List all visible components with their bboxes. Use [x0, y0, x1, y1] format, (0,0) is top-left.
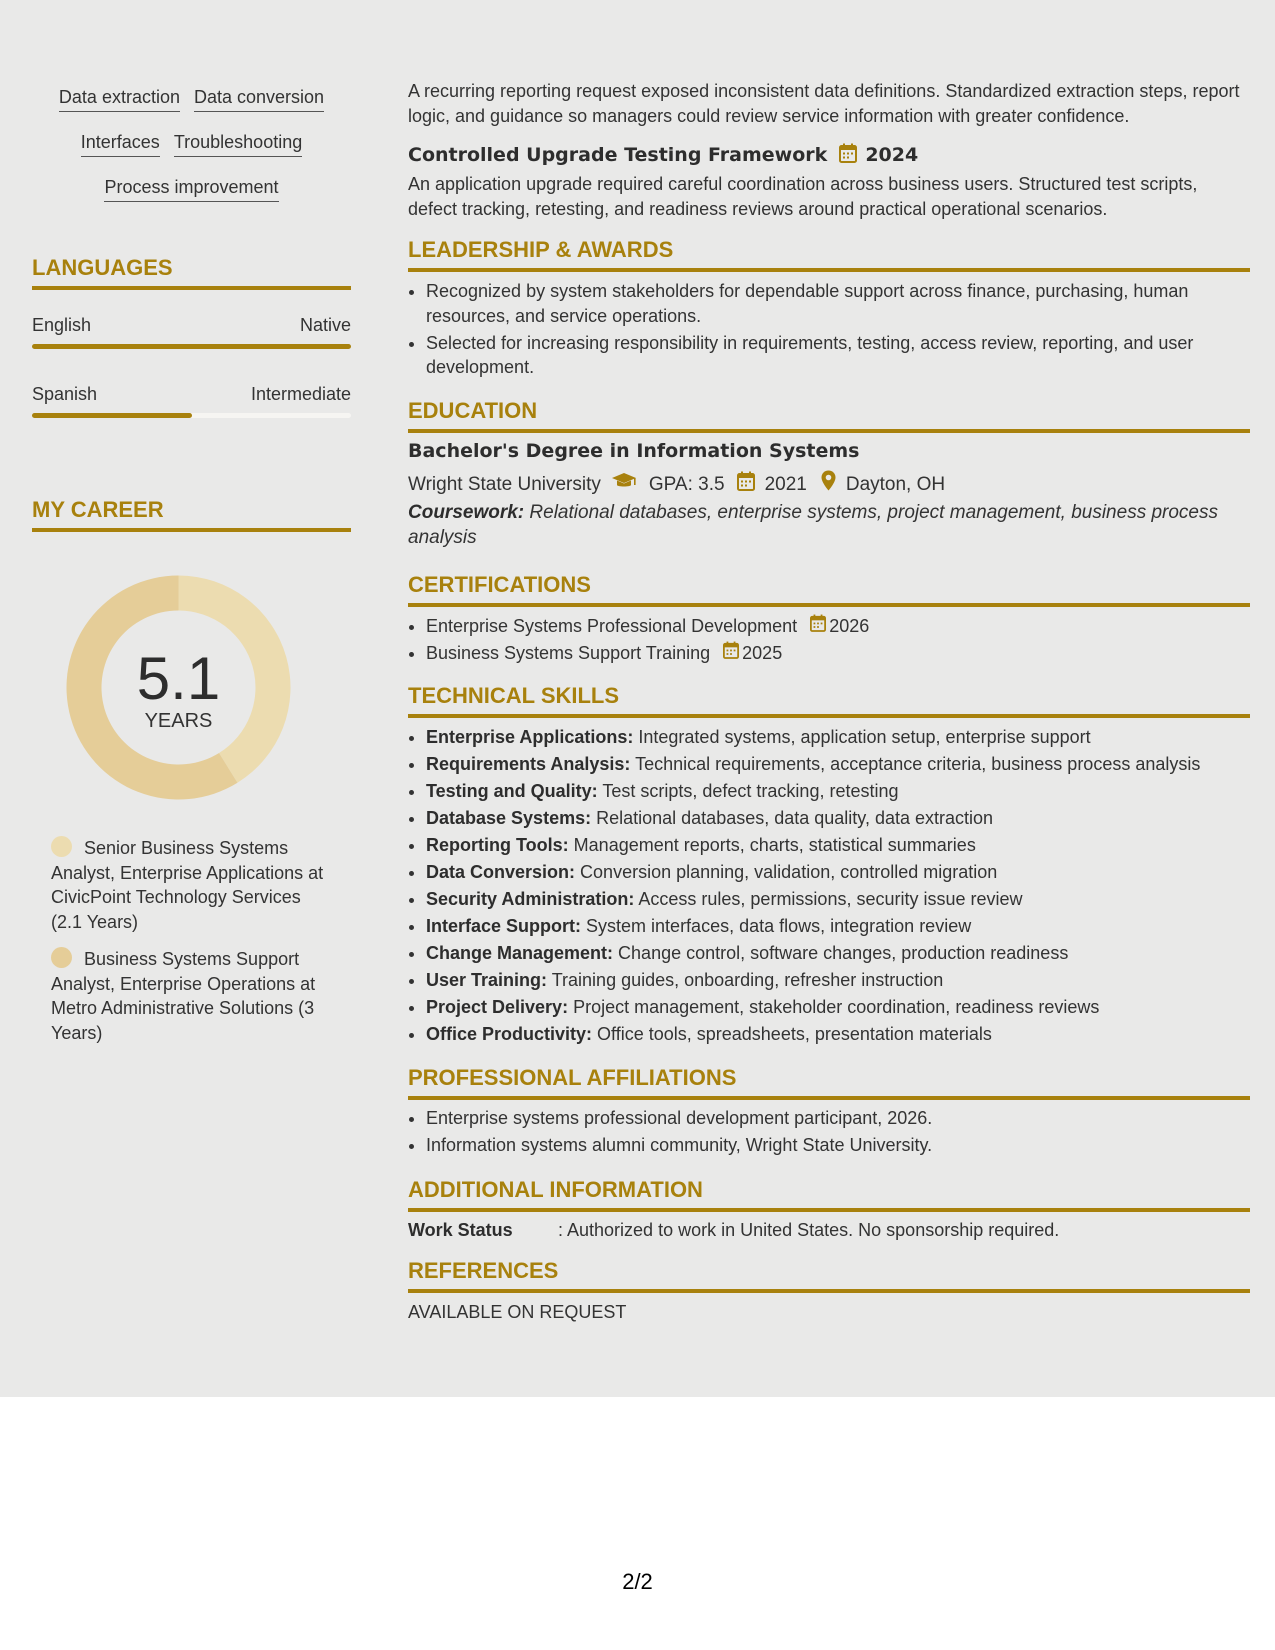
legend-swatch	[51, 947, 72, 968]
certification-year: 2026	[829, 616, 870, 636]
gpa: GPA: 3.5	[648, 473, 725, 495]
language-english	[32, 314, 351, 349]
skill-label: Enterprise Applications:	[426, 727, 634, 747]
skill-value: Management reports, charts, statistical summaries	[573, 835, 976, 855]
career-heading: MY CAREER	[32, 496, 351, 532]
list-item: • Information systems alumni community, Wright State University.	[426, 1133, 1268, 1158]
skill-value: Access rules, permissions, security issue review	[638, 889, 1023, 909]
language-level-bar	[32, 344, 351, 349]
skill-value: Change control, software changes, production readiness	[618, 943, 1069, 963]
list-item	[426, 940, 1268, 967]
work-status-value: : Authorized to work in United States. No sponsorship required.	[558, 1220, 1060, 1240]
language-spanish	[32, 383, 351, 418]
coursework-label: Coursework:	[408, 502, 525, 523]
career-total-unit: YEARS	[144, 710, 213, 732]
certifications-heading: CERTIFICATIONS	[408, 571, 1250, 607]
career-role: Business Systems Support Analyst, Enterprise Operations at Metro Administrative Solutions (3 Years)	[51, 949, 316, 1043]
certification-name: Enterprise Systems Professional Development	[426, 616, 798, 636]
skill-label: Security Administration:	[426, 889, 635, 909]
skill-tag: Data conversion	[194, 86, 324, 112]
list-item: • Enterprise systems professional development participant, 2026.	[426, 1106, 1268, 1131]
list-item	[426, 614, 1268, 639]
skill-value: Office tools, spreadsheets, presentation materials	[597, 1024, 992, 1044]
list-item	[426, 751, 1268, 778]
school-location: Dayton, OH	[845, 473, 946, 495]
work-status-row	[408, 1218, 1250, 1242]
certification-name: Business Systems Support Training	[426, 643, 711, 663]
references-heading: REFERENCES	[408, 1257, 1250, 1293]
technical-skills-heading: TECHNICAL SKILLS	[408, 682, 1250, 718]
language-level-fill	[32, 413, 192, 418]
skill-label: Reporting Tools:	[426, 835, 569, 855]
project-heading	[408, 142, 1250, 168]
skill-value: Conversion planning, validation, controlled migration	[580, 862, 998, 882]
skill-tag: Troubleshooting	[174, 131, 302, 157]
language-name: Spanish	[32, 384, 98, 404]
language-name: English	[32, 315, 92, 335]
skill-label: Interface Support:	[426, 916, 582, 936]
skill-label: User Training:	[426, 970, 548, 990]
work-status-label: Work Status	[408, 1220, 513, 1240]
list-item	[426, 641, 1268, 666]
education-details	[408, 470, 1250, 499]
skill-label: Project Delivery:	[426, 997, 569, 1017]
project-year: 2024	[865, 144, 919, 166]
additional-info-heading: ADDITIONAL INFORMATION	[408, 1176, 1250, 1212]
skill-label: Office Productivity:	[426, 1024, 593, 1044]
legend-swatch	[51, 836, 72, 857]
skill-label: Database Systems:	[426, 808, 592, 828]
calendar-icon	[810, 614, 826, 639]
page-number: 2/2	[622, 1569, 653, 1594]
career-total-years: 5.1	[136, 645, 221, 712]
skill-value: Test scripts, defect tracking, retesting	[602, 781, 899, 801]
language-level-fill	[32, 344, 351, 349]
skill-value: System interfaces, data flows, integration review	[586, 916, 972, 936]
graduation-year: 2021	[764, 473, 807, 495]
skill-tag: Data extraction	[59, 86, 180, 112]
list-item	[426, 994, 1268, 1021]
coursework	[408, 501, 1250, 550]
career-donut-chart	[66, 575, 291, 800]
career-legend-item	[51, 836, 336, 934]
degree-title: Bachelor's Degree in Information Systems	[408, 440, 860, 462]
leadership-list	[408, 279, 1268, 382]
skill-tag: Interfaces	[81, 131, 160, 157]
list-item: • Selected for increasing responsibility in requirements, testing, access review, reporting, and user development.	[426, 331, 1268, 380]
language-level-bar	[32, 413, 351, 418]
career-legend	[51, 836, 336, 1058]
education-heading: EDUCATION	[408, 397, 1250, 433]
skill-label: Testing and Quality:	[426, 781, 598, 801]
skill-value: Training guides, onboarding, refresher instruction	[551, 970, 944, 990]
language-level: Native	[299, 315, 351, 335]
skill-label: Requirements Analysis:	[426, 754, 631, 774]
calendar-icon	[737, 471, 755, 499]
skill-label: Change Management:	[426, 943, 614, 963]
affiliations-heading: PROFESSIONAL AFFILIATIONS	[408, 1064, 1250, 1100]
skill-value: Relational databases, data quality, data extraction	[596, 808, 994, 828]
location-pin-icon	[821, 470, 836, 499]
leadership-heading: LEADERSHIP & AWARDS	[408, 236, 1250, 272]
list-item	[426, 832, 1268, 859]
list-item	[426, 1021, 1268, 1048]
career-legend-item	[51, 947, 336, 1045]
list-item	[426, 724, 1268, 751]
project-title: Controlled Upgrade Testing Framework	[408, 144, 828, 166]
language-level: Intermediate	[250, 384, 351, 404]
calendar-icon	[839, 143, 857, 168]
calendar-icon	[723, 641, 739, 666]
coursework-value: Relational databases, enterprise systems, project management, business process analysis	[408, 502, 1218, 548]
career-role: Senior Business Systems Analyst, Enterprise Applications at CivicPoint Technology Services (2.1 Years)	[51, 838, 324, 932]
skill-tags	[32, 86, 351, 221]
list-item	[426, 778, 1268, 805]
list-item	[426, 805, 1268, 832]
technical-skills-list	[408, 724, 1268, 1048]
list-item	[426, 859, 1268, 886]
skill-value: Project management, stakeholder coordination, readiness reviews	[573, 997, 1100, 1017]
list-item: • Recognized by system stakeholders for dependable support across finance, purchasing, human resources, and service operations.	[426, 279, 1268, 328]
skill-tag: Process improvement	[104, 176, 278, 202]
skill-value: Technical requirements, acceptance criteria, business process analysis	[635, 754, 1201, 774]
graduation-cap-icon	[611, 472, 637, 498]
certification-year: 2025	[742, 643, 783, 663]
list-item	[426, 967, 1268, 994]
school-name: Wright State University	[408, 473, 601, 495]
references-text: AVAILABLE ON REQUEST	[408, 1302, 627, 1322]
skill-label: Data Conversion:	[426, 862, 576, 882]
project-description: An application upgrade required careful coordination across business users. Structured test scripts, defect tracking, retesting, and readiness reviews around practical operational scenarios.	[408, 174, 1198, 219]
list-item	[426, 913, 1268, 940]
list-item	[426, 886, 1268, 913]
project-intro-text: A recurring reporting request exposed inconsistent data definitions. Standardized extraction steps, report logic, and guidance so managers could review service information with greater confidence.	[408, 81, 1240, 126]
skill-value: Integrated systems, application setup, enterprise support	[638, 727, 1091, 747]
certifications-list	[408, 614, 1268, 668]
affiliations-list	[408, 1106, 1268, 1160]
languages-heading: LANGUAGES	[32, 254, 351, 290]
